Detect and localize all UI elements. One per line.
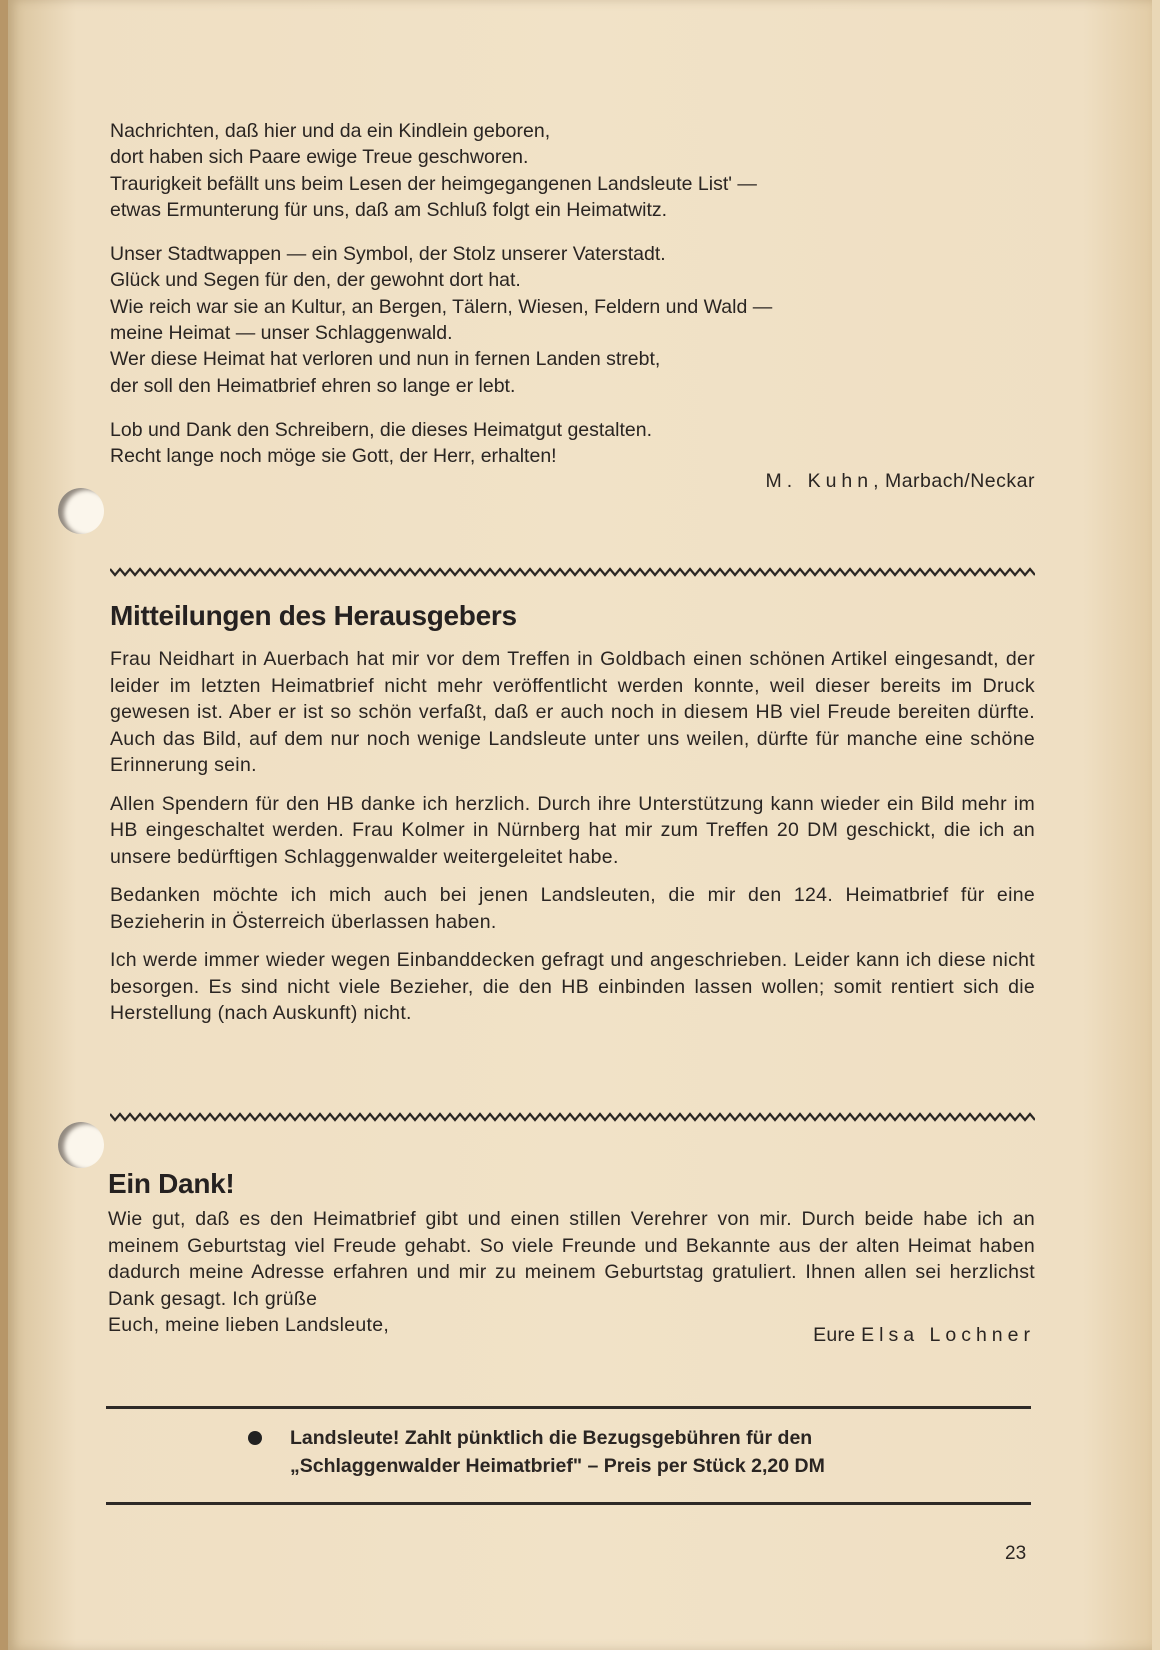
poem-signature xyxy=(765,470,1035,493)
poem-line: meine Heimat — unser Schlaggenwald. xyxy=(110,322,453,345)
poem-line: Glück und Segen für den, der gewohnt dort hat. xyxy=(110,269,521,292)
thanks-closing-line: Euch, meine lieben Landsleute, xyxy=(108,1314,390,1336)
thanks-closing xyxy=(108,1312,1035,1349)
publisher-paragraph: Allen Spendern für den HB danke ich herzlich. Durch ihre Unterstützung kann wieder ein Bild mehr im HB eingeschaltet werden. Frau Kolmer in Nürnberg hat mir zum Treffen 20 DM geschickt, die ich an unsere bedürftigen Schlaggenwalder weitergeleitet habe. xyxy=(110,792,1035,868)
poem-line: Wie reich war sie an Kultur, an Bergen, Tälern, Wiesen, Feldern und Wald — xyxy=(110,295,773,318)
zigzag-divider-top xyxy=(110,566,1035,578)
poem-line: etwas Ermunterung für uns, daß am Schluß folgt ein Heimatwitz. xyxy=(110,198,668,221)
book-spine xyxy=(0,0,8,1674)
scan-margin xyxy=(0,1650,1160,1674)
publisher-paragraph: Ich werde immer wieder wegen Einbanddecken gefragt und angeschrieben. Leider kann ich diese nicht besorgen. Es sind nicht viele Bezieher, die den HB einbinden lassen wollen; somit rentiert sich die Herstellung (nach Auskunft) nicht. xyxy=(110,949,1035,1024)
poem-stanza-2 xyxy=(110,241,1035,399)
publisher-heading: Mitteilungen des Herausgebers xyxy=(110,600,517,631)
thanks-signature-name: Elsa Lochner xyxy=(861,1324,1035,1346)
zigzag-divider-bottom xyxy=(110,1111,1035,1123)
signature-name: M. Kuhn xyxy=(765,470,874,492)
thanks-heading: Ein Dank! xyxy=(108,1168,235,1199)
poem-stanza-3 xyxy=(110,417,1035,470)
notice-line-2: „Schlaggenwalder Heimatbrief" – Preis per Stück 2,20 DM xyxy=(290,1455,825,1477)
poem-line: Wer diese Heimat hat verloren und nun in fernen Landen strebt, xyxy=(110,348,661,371)
thanks-signature-prefix: Eure xyxy=(813,1324,856,1346)
fee-notice xyxy=(248,1424,968,1480)
thanks-section xyxy=(108,1168,1035,1349)
thanks-body: Wie gut, daß es den Heimatbrief gibt und einen stillen Verehrer von mir. Durch beide habe ich an meinem Geburtstag viel Freude gehabt. So viele Freunde und Bekannte aus der alten Heimat haben dadurch meine Adresse erfahren und mir zu meinem Geburtstag gratuliert. Ihnen allen sei herzlichst Dank gesagt. Ich grüße xyxy=(108,1208,1035,1310)
poem-line: dort haben sich Paare ewige Treue geschworen. xyxy=(110,146,529,169)
binding-hole-bottom xyxy=(58,1122,104,1168)
poem xyxy=(110,118,1035,492)
bullet-icon xyxy=(248,1431,262,1445)
notice-rule-top xyxy=(106,1406,1031,1409)
binding-hole-top xyxy=(58,488,104,534)
poem-line: Lob und Dank den Schreibern, die dieses Heimatgut gestalten. xyxy=(110,418,653,441)
publisher-paragraph: Frau Neidhart in Auerbach hat mir vor dem Treffen in Goldbach einen schönen Artikel eingesandt, der leider im letzten Heimatbrief nicht mehr veröffentlicht werden konnte, weil dieser bereits im Druck gewesen ist. Aber er ist so schön verfaßt, daß er auch noch in diesem HB viel Freude bereiten dürfte. Auch das Bild, auf dem nur noch wenige Landsleute unter uns weilen, dürfte für manche eine schöne Erinnerung sein. xyxy=(110,648,1035,776)
poem-line: Traurigkeit befällt uns beim Lesen der heimgegangenen Landsleute List' — xyxy=(110,172,757,195)
thanks-signature xyxy=(813,1312,1035,1349)
poem-line: Nachrichten, daß hier und da ein Kindlein geboren, xyxy=(110,120,551,142)
poem-line: der soll den Heimatbrief ehren so lange er lebt. xyxy=(110,374,516,397)
signature-place: , Marbach/Neckar xyxy=(873,470,1035,492)
poem-line: Recht lange noch möge sie Gott, der Herr, erhalten! xyxy=(110,445,557,468)
publisher-paragraph: Bedanken möchte ich mich auch bei jenen Landsleuten, die mir den 124. Heimatbrief für eine Bezieherin in Österreich überlassen haben. xyxy=(110,884,1035,933)
notice-rule-bottom xyxy=(106,1502,1031,1505)
page-number: 23 xyxy=(1005,1543,1027,1564)
poem-line: Unser Stadtwappen — ein Symbol, der Stolz unserer Vaterstadt. xyxy=(110,243,666,266)
publisher-section xyxy=(110,600,1035,1039)
notice-line-1: Landsleute! Zahlt pünktlich die Bezugsgebühren für den xyxy=(290,1427,813,1449)
poem-stanza-1 xyxy=(110,118,1035,223)
